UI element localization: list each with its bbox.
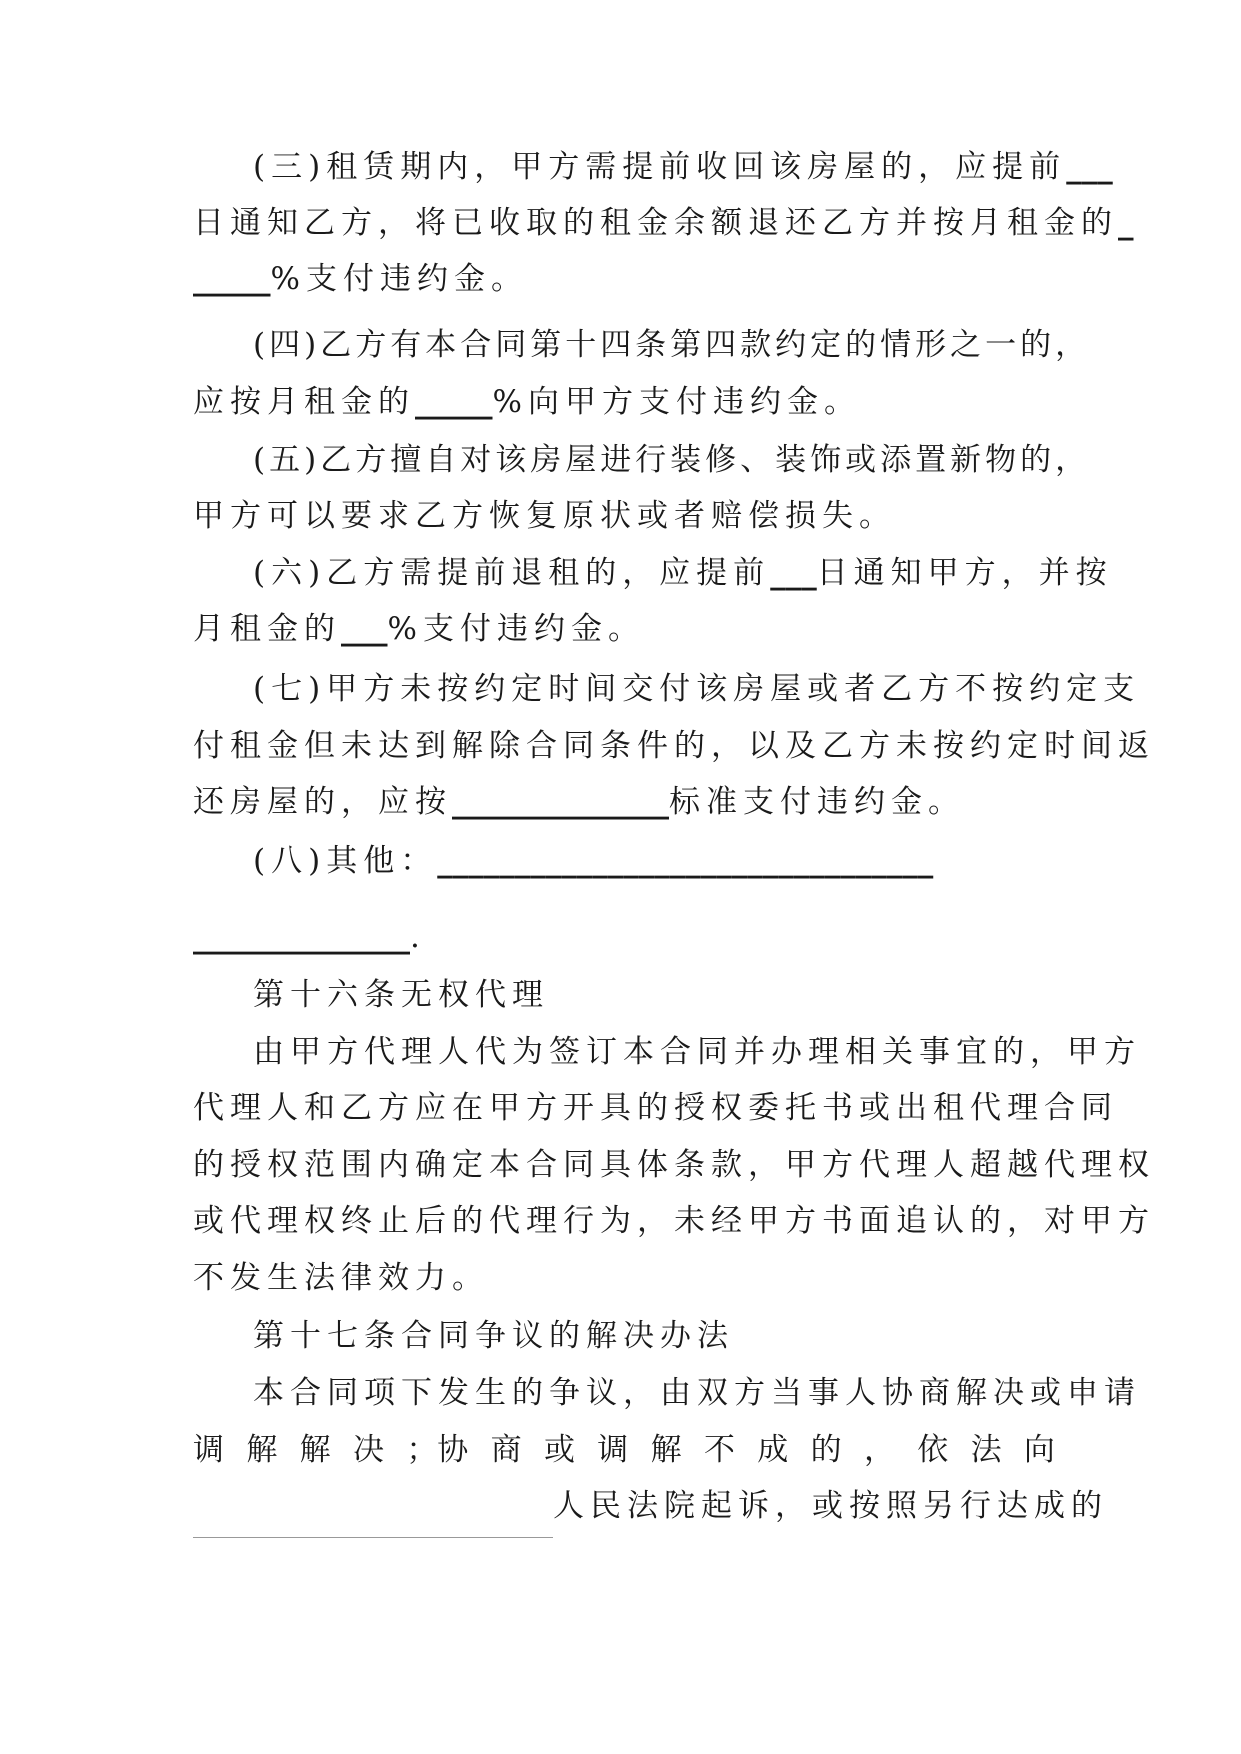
article-16-line-1: 由甲方代理人代为签订本合同并办理相关事宜的，甲方	[253, 1034, 1141, 1070]
clause-8-line-2: ______________.	[193, 919, 426, 955]
article-17-line-1: 本合同项下发生的争议，由双方当事人协商解决或申请	[253, 1375, 1141, 1411]
article-17-heading: 第十七条合同争议的解决办法	[253, 1318, 734, 1354]
blank-field: ___	[770, 555, 817, 591]
clause-4-line-1: (四)乙方有本合同第十四条第四款约定的情形之一的，	[253, 327, 1091, 363]
article-16-line-3: 的授权范围内确定本合同具体条款，甲方代理人超越代理权	[193, 1147, 1155, 1183]
clause-5-line-1: (五)乙方擅自对该房屋进行装修、装饰或添置新物的，	[253, 442, 1091, 478]
article-17-line-2: 调 解 解 决 ；协 商 或 调 解 不 成 的 ， 依 法 向	[193, 1432, 1055, 1468]
article-16-line-4: 或代理权终止后的代理行为，未经甲方书面追认的，对甲方	[193, 1203, 1155, 1239]
clause-4-line-2: 应按月租金的_____%向甲方支付违约金。	[193, 384, 861, 420]
blank-field: _____	[415, 384, 493, 420]
clause-7-line-3: 还房屋的，应按______________标准支付违约金。	[193, 784, 965, 820]
clause-5-line-2: 甲方可以要求乙方恢复原状或者赔偿损失。	[193, 498, 896, 534]
blank-field: ______________	[452, 784, 669, 820]
blank-field: _	[1118, 205, 1134, 241]
clause-3-line-1: (三)租赁期内，甲方需提前收回该房屋的，应提前___	[253, 149, 1113, 185]
clause-3-line-3: _____%支付违约金。	[193, 261, 528, 297]
clause-3-line-2: 日通知乙方，将已收取的租金余额退还乙方并按月租金的_	[193, 205, 1134, 241]
court-blank-field	[193, 1499, 553, 1538]
blank-field: _____	[193, 261, 271, 297]
article-16-line-2: 代理人和乙方应在甲方开具的授权委托书或出租代理合同	[193, 1090, 1118, 1126]
clause-8-line-1: (八)其他：________________________________	[253, 843, 934, 879]
blank-field: ___	[1066, 149, 1113, 185]
clause-7-line-1: (七)甲方未按约定时间交付该房屋或者乙方不按约定支	[253, 671, 1141, 707]
article-17-line-3: 人民法院起诉，或按照另行达成的	[193, 1474, 1055, 1538]
article-16-line-5: 不发生法律效力。	[193, 1260, 489, 1296]
blank-field: ________________________________	[437, 843, 934, 879]
article-16-heading: 第十六条无权代理	[253, 977, 549, 1013]
clause-6-line-1: (六)乙方需提前退租的，应提前___日通知甲方，并按	[253, 555, 1113, 591]
blank-field: ______________	[193, 919, 410, 955]
clause-7-line-2: 付租金但未达到解除合同条件的，以及乙方未按约定时间返	[193, 728, 1155, 764]
clause-6-line-2: 月租金的___%支付违约金。	[193, 611, 645, 647]
blank-field: ___	[341, 611, 388, 647]
